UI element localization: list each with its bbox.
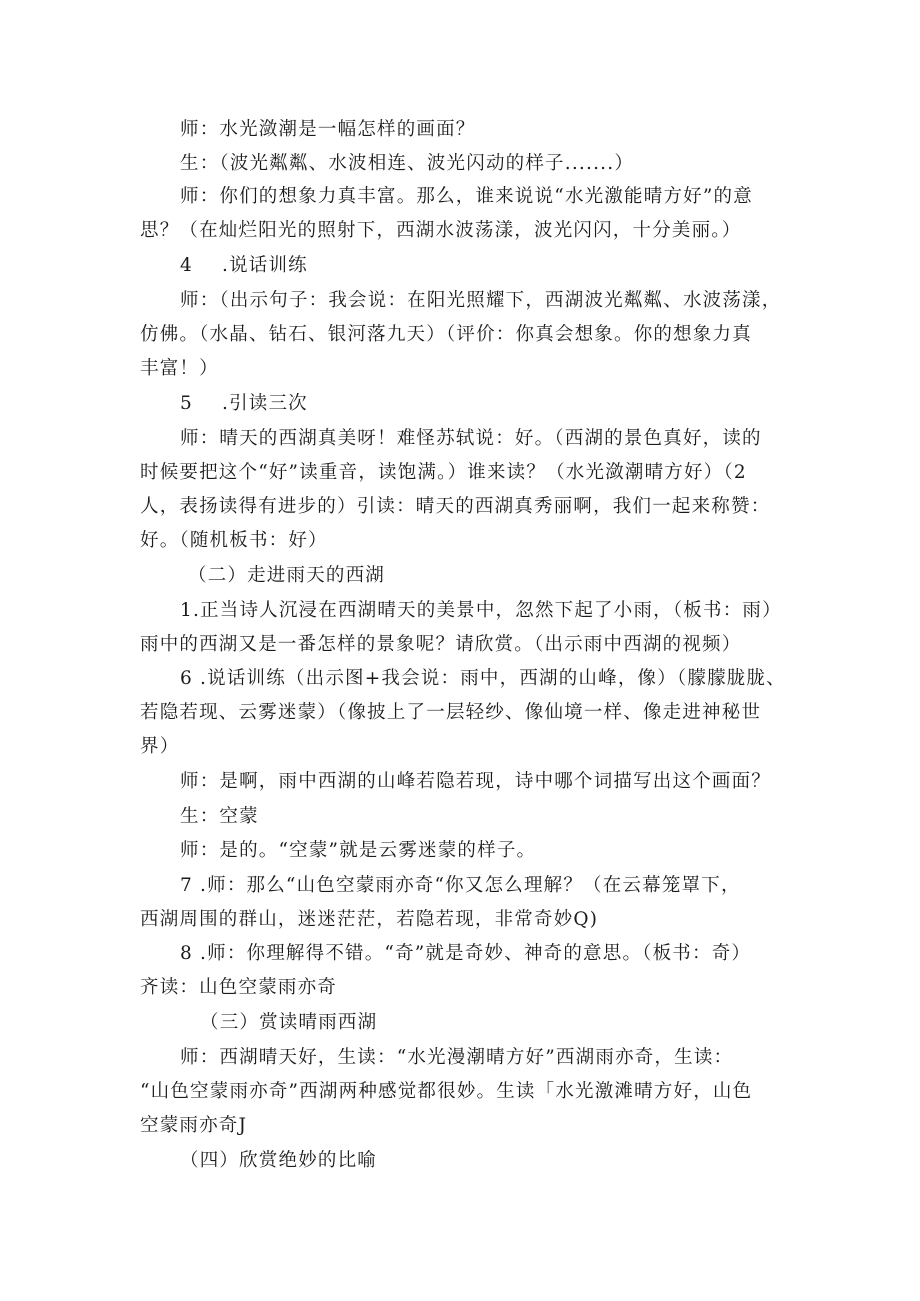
text-line: 仿佛。（水晶、钻石、银河落九天）（评价：你真会想象。你的想象力真 xyxy=(140,324,752,345)
text-line: 8 .师：你理解得不错。“奇”就是奇妙、神奇的意思。（板书：奇） xyxy=(180,943,752,964)
text-line: “山色空蒙雨亦奇”西湖两种感觉都很妙。生读「水光激滩晴方好，山色 xyxy=(140,1081,753,1102)
list-label: .引读三次 xyxy=(222,393,308,414)
text-line: 师：晴天的西湖真美呀！难怪苏轼说：好。（西湖的景色真好，读的 xyxy=(180,428,762,449)
text-line: 丰富！） xyxy=(140,358,219,379)
text-line: 界） xyxy=(140,736,180,757)
text-line: 师：（出示句子：我会说：在阳光照耀下，西湖波光粼粼、水波荡漾， xyxy=(180,290,782,311)
text-line: 空蒙雨亦奇J xyxy=(140,1115,248,1136)
text-line: 齐读：山色空蒙雨亦奇 xyxy=(140,977,338,998)
text-line: 7 .师：那么“山色空蒙雨亦奇“你又怎么理解？（在云幕笼罩下， xyxy=(180,875,741,896)
text-line: 思？（在灿烂阳光的照射下，西湖水波荡漾，波光闪闪，十分美丽。） xyxy=(140,220,742,241)
text-line: 师：是的。“空蒙”就是云雾迷蒙的样子。 xyxy=(180,840,537,861)
text-line: 6 .说话训练（出示图+我会说：雨中，西湖的山峰，像）（朦朦胧胧、 xyxy=(180,668,786,689)
text-line: 时候要把这个“好”读重音，读饱满。）谁来读？（水光潋潮晴方好）（2 xyxy=(140,462,747,483)
text-line: 西湖周围的群山，迷迷茫茫，若隐若现，非常奇妙Q) xyxy=(140,909,599,930)
list-number: 4 xyxy=(180,255,193,276)
section-heading: （四）欣赏绝妙的比喻 xyxy=(180,1150,378,1171)
text-line: 师：西湖晴天好，生读：“水光漫潮晴方好”西湖雨亦奇，生读： xyxy=(180,1047,734,1068)
text-line: 雨中的西湖又是一番怎样的景象呢？请欣赏。（出示雨中西湖的视频） xyxy=(140,634,742,655)
section-heading: （三）赏读晴雨西湖 xyxy=(200,1012,378,1033)
text-line: 生：空蒙 xyxy=(180,806,259,827)
list-label: .说话训练 xyxy=(222,255,308,276)
text-line: 师：水光潋潮是一幅怎样的画面？ xyxy=(180,119,476,140)
section-heading: （二）走进雨天的西湖 xyxy=(188,565,386,586)
list-item-5 xyxy=(180,391,308,417)
text-line: 1.正当诗人沉浸在西湖晴天的美景中，忽然下起了小雨，（板书：雨） xyxy=(180,600,782,621)
text-line: 师：你们的想象力真丰富。那么，谁来说说“水光激能晴方好”的意 xyxy=(180,186,753,207)
list-number: 5 xyxy=(180,393,193,414)
text-line: 师：是啊，雨中西湖的山峰若隐若现，诗中哪个词描写出这个画面？ xyxy=(180,771,772,792)
list-item-4 xyxy=(180,253,308,279)
text-line: 生：（波光粼粼、水波相连、波光闪动的样子.......） xyxy=(180,153,635,174)
text-line: 好。（随机板书：好） xyxy=(140,530,328,551)
text-line: 人，表扬读得有进步的）引读：晴天的西湖真秀丽啊，我们一起来称赞： xyxy=(140,496,771,517)
text-line: 若隐若现、云雾迷蒙）（像披上了一层轻纱、像仙境一样、像走进神秘世 xyxy=(140,702,762,723)
